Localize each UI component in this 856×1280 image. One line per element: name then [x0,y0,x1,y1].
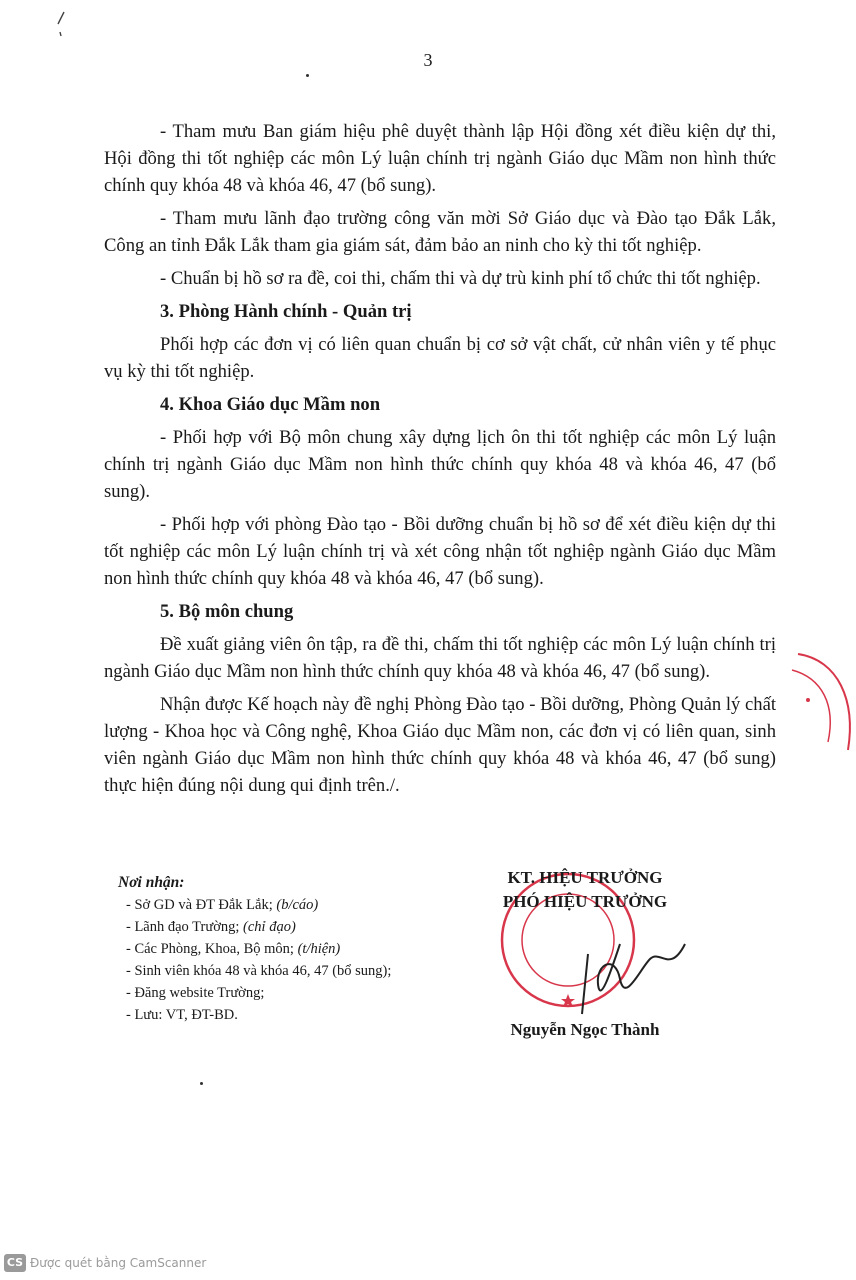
recipient-note: (chỉ đạo) [243,919,296,935]
page-number: 3 [423,50,433,70]
recipient-text: - Sở GD và ĐT Đắk Lắk; [126,897,277,913]
recipients-title: Nơi nhận: [118,874,185,891]
section-heading-3: 3. Phòng Hành chính - Quản trị [160,301,412,322]
camscanner-logo-icon: CS [4,1254,26,1272]
signature-block [470,866,700,1039]
signature-title-2: PHÓ HIỆU TRƯỞNG [502,892,668,911]
recipient-text: - Lưu: VT, ĐT-BD. [126,1007,238,1023]
recipient-note: (t/hiện) [297,941,341,957]
section-heading-4: 4. Khoa Giáo dục Mầm non [160,394,381,415]
partial-seal-icon [788,650,856,760]
recipient-text: - Sinh viên khóa 48 và khóa 46, 47 (bổ sung); [126,963,392,979]
paragraph-5: - Phối hợp với Bộ môn chung xây dựng lịch ôn thi tốt nghiệp các môn Lý luận chính trị ngành Giáo dục Mầm non hình thức chính quy khóa 48 và khóa 46, 47 (bổ sung). [104,427,776,502]
recipient-item [118,938,391,960]
camscanner-watermark: Được quét bằng CamScanner [30,1256,207,1270]
document-body [104,118,776,805]
scan-mark-icon [52,10,72,40]
recipient-item [118,982,391,1004]
recipient-text: - Lãnh đạo Trường; [126,919,244,935]
paragraph-2: - Tham mưu lãnh đạo trường công văn mời Sở Giáo dục và Đào tạo Đắk Lắk, Công an tỉnh Đắk Lắk tham gia giám sát, đảm bảo an ninh cho kỳ thi tốt nghiệp. [104,208,776,256]
scan-speck [306,74,309,77]
recipient-note: (b/cáo) [276,897,319,913]
signer-name: Nguyễn Ngọc Thành [510,1020,660,1039]
paragraph-3: - Chuẩn bị hồ sơ ra đề, coi thi, chấm thi và dự trù kinh phí tổ chức thi tốt nghiệp. [160,268,761,289]
recipient-item [118,1004,391,1026]
recipient-item [118,916,391,938]
recipient-item [118,960,391,982]
paragraph-7: Đề xuất giảng viên ôn tập, ra đề thi, chấm thi tốt nghiệp các môn Lý luận chính trị ngành Giáo dục Mầm non hình thức chính quy khóa 48 và khóa 46, 47 (bổ sung). [104,634,776,682]
recipients-block [118,872,391,1026]
paragraph-1: - Tham mưu Ban giám hiệu phê duyệt thành lập Hội đồng xét điều kiện dự thi, Hội đồng thi tốt nghiệp các môn Lý luận chính trị ngành Giáo dục Mầm non hình thức chính quy khóa 48 và khóa 46, 47 (bổ sung). [104,121,776,196]
signature-title-1: KT. HIỆU TRƯỞNG [507,868,663,887]
paragraph-8: Nhận được Kế hoạch này đề nghị Phòng Đào tạo - Bồi dưỡng, Phòng Quản lý chất lượng - Khoa học và Công nghệ, Khoa Giáo dục Mầm non, các đơn vị có liên quan, sinh viên ngành Giáo dục Mầm non hình thức chính quy khóa 48 và khóa 46, 47 (bổ sung) thực hiện đúng nội dung qui định trên./. [104,694,776,796]
paragraph-6: - Phối hợp với phòng Đào tạo - Bồi dưỡng chuẩn bị hồ sơ để xét điều kiện dự thi tốt nghiệp các môn Lý luận chính trị và xét công nhận tốt nghiệp ngành Giáo dục Mầm non hình thức chính quy khóa 48 và khóa 46, 47 (bổ sung). [104,514,776,589]
recipient-text: - Đăng website Trường; [126,985,265,1001]
paragraph-4: Phối hợp các đơn vị có liên quan chuẩn bị cơ sở vật chất, cử nhân viên y tế phục vụ kỳ thi tốt nghiệp. [104,334,776,382]
section-heading-5: 5. Bộ môn chung [160,601,294,622]
scan-speck [200,1082,203,1085]
recipient-text: - Các Phòng, Khoa, Bộ môn; [126,941,298,957]
handwritten-signature-icon [470,914,700,1024]
recipient-item [118,894,391,916]
